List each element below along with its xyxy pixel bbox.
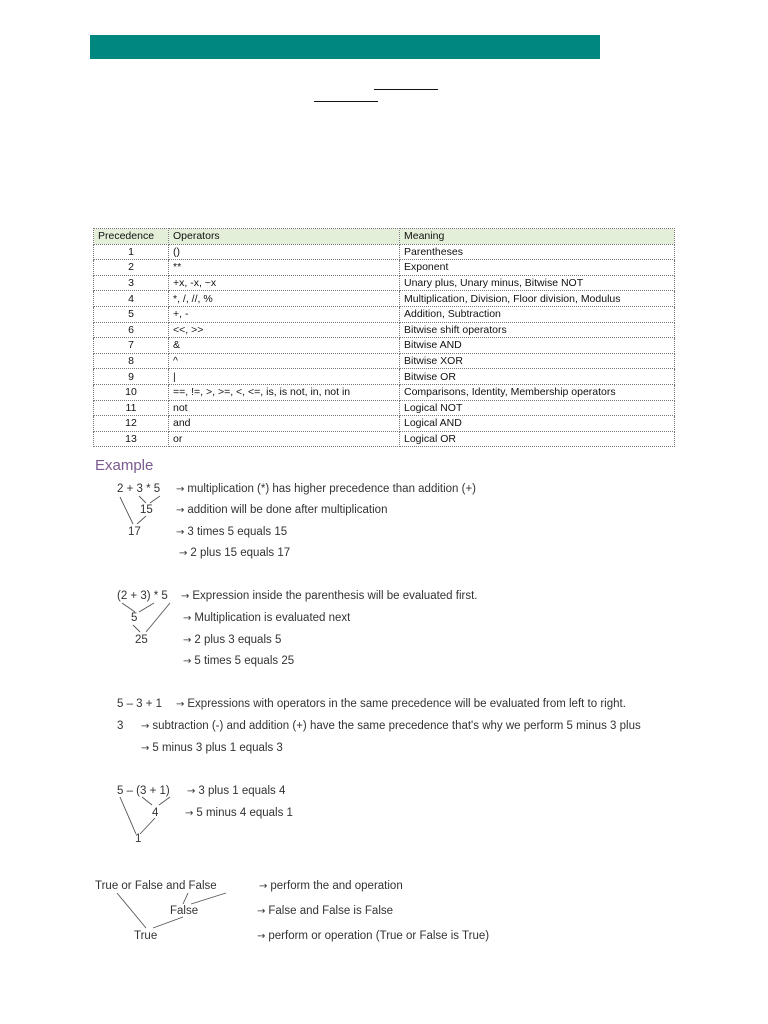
meaning-cell: Parentheses [400,244,675,260]
meaning-cell: Bitwise XOR [400,353,675,369]
ex2-mid: 5 [131,612,138,624]
example-heading: Example [95,457,154,474]
right-arrow-icon: → [179,548,188,559]
header-banner [90,35,600,59]
ex4-note-2 [185,806,293,821]
table-row [94,244,675,260]
ex5-note-1 [259,879,403,894]
precedence-cell: 11 [94,400,169,416]
operator-cell: <<, >> [169,322,400,338]
operator-cell: | [169,369,400,385]
ex1-result: 17 [128,526,141,538]
operator-cell: () [169,244,400,260]
ex2-note-2-text: Multiplication is evaluated next [194,612,351,624]
ex1-note-1 [176,482,476,497]
right-arrow-icon: → [176,484,185,495]
right-arrow-icon: → [181,591,190,602]
table-row [94,353,675,369]
right-arrow-icon: → [183,656,192,667]
right-arrow-icon: → [185,808,194,819]
precedence-cell: 3 [94,275,169,291]
right-arrow-icon: → [176,699,185,710]
table-header-row [94,229,675,245]
operator-cell: and [169,416,400,432]
ex3-note-3 [141,741,283,756]
meaning-cell: Exponent [400,260,675,276]
ex2-note-4 [183,654,294,669]
ex3-note-3-text: 5 minus 3 plus 1 equals 3 [152,742,283,754]
ex4-note-2-text: 5 minus 4 equals 1 [196,807,293,819]
ex4-note-1-text: 3 plus 1 equals 4 [198,785,286,797]
precedence-cell: 8 [94,353,169,369]
ex4-note-1 [187,784,285,799]
table-row [94,369,675,385]
underline-2 [314,101,378,102]
ex2-note-3-text: 2 plus 3 equals 5 [194,634,282,646]
ex1-note-2-text: addition will be done after multiplication [187,504,388,516]
precedence-cell: 2 [94,260,169,276]
ex5-note-1-text: perform the and operation [270,880,403,892]
ex2-note-1 [181,589,478,604]
ex1-note-2 [176,503,387,518]
operator-cell: not [169,400,400,416]
right-arrow-icon: → [257,906,266,917]
table-row [94,291,675,307]
right-arrow-icon: → [259,881,268,892]
ex5-note-2-text: False and False is False [268,905,394,917]
precedence-cell: 12 [94,416,169,432]
operator-cell: +x, -x, ~x [169,275,400,291]
table-row [94,306,675,322]
meaning-cell: Bitwise shift operators [400,322,675,338]
meaning-cell: Logical OR [400,431,675,447]
ex1-note-4-text: 2 plus 15 equals 17 [190,547,291,559]
meaning-cell: Bitwise OR [400,369,675,385]
ex2-note-4-text: 5 times 5 equals 25 [194,655,295,667]
column-header-operators: Operators [169,229,400,245]
ex1-note-1-text: multiplication (*) has higher precedence than addition (+) [187,483,477,495]
precedence-cell: 6 [94,322,169,338]
precedence-cell: 10 [94,384,169,400]
ex4-expression: 5 – (3 + 1) [117,785,170,797]
ex3-result: 3 [117,720,124,732]
table-row [94,275,675,291]
ex5-mid: False [170,905,199,917]
meaning-cell: Bitwise AND [400,338,675,354]
column-header-meaning: Meaning [400,229,675,245]
meaning-cell: Comparisons, Identity, Membership operators [400,384,675,400]
meaning-cell: Multiplication, Division, Floor division, Modulus [400,291,675,307]
ex5-note-3 [257,929,489,944]
operator-cell: ** [169,260,400,276]
precedence-cell: 1 [94,244,169,260]
right-arrow-icon: → [257,931,266,942]
precedence-cell: 4 [94,291,169,307]
ex2-expression: (2 + 3) * 5 [117,590,168,602]
right-arrow-icon: → [183,635,192,646]
ex2-note-2 [183,611,350,626]
ex1-expression [117,482,160,496]
operator-cell: *, /, //, % [169,291,400,307]
operator-cell: ^ [169,353,400,369]
right-arrow-icon: → [141,721,150,732]
table-row [94,260,675,276]
ex4-mid: 4 [152,807,159,819]
ex3-note-2 [141,719,641,734]
table-row [94,322,675,338]
ex3-expression: 5 – 3 + 1 [117,698,163,710]
ex1-note-3-text: 3 times 5 equals 15 [187,526,288,538]
underline-1 [374,89,438,90]
meaning-cell: Unary plus, Unary minus, Bitwise NOT [400,275,675,291]
right-arrow-icon: → [141,743,150,754]
ex1-mid: 15 [140,504,153,516]
table-row [94,431,675,447]
right-arrow-icon: → [183,613,192,624]
ex1-note-4 [179,546,290,561]
operator-cell: +, - [169,306,400,322]
meaning-cell: Logical AND [400,416,675,432]
ex2-note-3 [183,633,281,648]
right-arrow-icon: → [187,786,196,797]
operator-cell: or [169,431,400,447]
precedence-table [93,228,675,447]
ex1-expression-text: 2 + 3 * 5 [117,483,161,495]
ex4-result: 1 [135,833,142,845]
meaning-cell: Addition, Subtraction [400,306,675,322]
ex3-note-1 [176,697,626,712]
operator-cell: ==, !=, >, >=, <, <=, is, is not, in, not in [169,384,400,400]
ex3-note-1-text: Expressions with operators in the same precedence will be evaluated from left to right. [187,698,626,710]
table-row [94,416,675,432]
precedence-cell: 7 [94,338,169,354]
meaning-cell: Logical NOT [400,400,675,416]
table-row [94,338,675,354]
ex3-note-2-text: subtraction (-) and addition (+) have the same precedence that's why we perform 5 minus 3 plus [152,720,641,732]
ex5-expression: True or False and False [95,880,217,892]
ex1-note-3 [176,525,287,540]
ex2-note-1-text: Expression inside the parenthesis will be evaluated first. [192,590,478,602]
precedence-cell: 9 [94,369,169,385]
ex5-note-2 [257,904,393,919]
precedence-cell: 5 [94,306,169,322]
ex5-note-3-text: perform or operation (True or False is True) [268,930,490,942]
right-arrow-icon: → [176,505,185,516]
ex2-result: 25 [135,634,148,646]
column-header-precedence: Precedence [94,229,169,245]
table-row [94,384,675,400]
operator-cell: & [169,338,400,354]
table-row [94,400,675,416]
ex5-result: True [134,930,158,942]
right-arrow-icon: → [176,527,185,538]
precedence-cell: 13 [94,431,169,447]
